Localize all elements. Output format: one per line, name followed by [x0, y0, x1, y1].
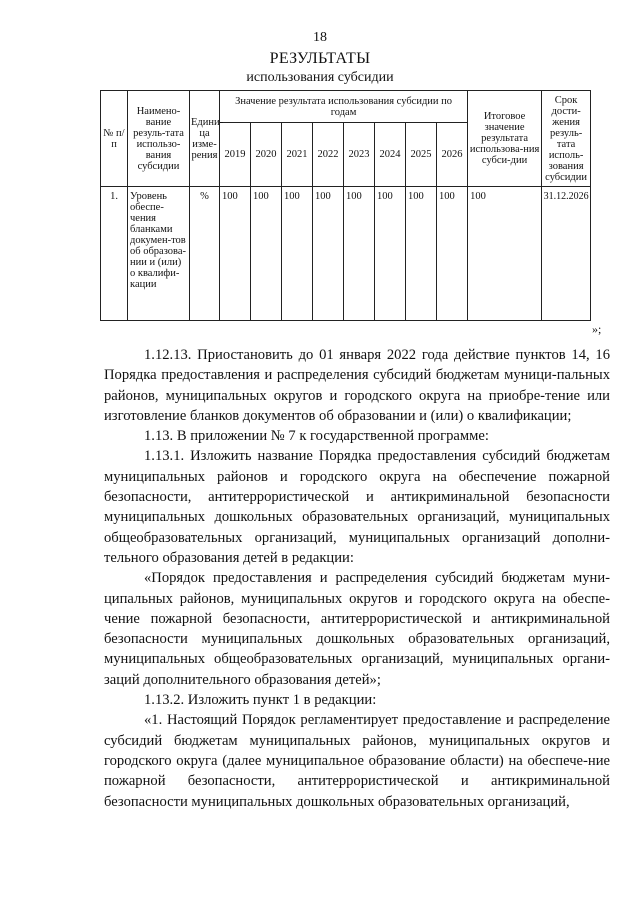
paragraph: «Порядок предоставления и распределения субсидий бюджетам муни-ципальных районов, муниципальных округов и городского округа на обеспе-чение пожарной безопасности, антитеррористической и антикриминальной безопасности муниципальных дошкольных образовательных организаций, муниципальных общеобразовательных организаций, муниципальных органи-заций дополнительного образования детей»; [104, 570, 610, 688]
paragraph: 1.13. В приложении № 7 к государственной программе: [144, 428, 489, 445]
cell-value: 100 [251, 187, 282, 321]
cell-num: 1. [101, 187, 128, 321]
header-year: 2022 [313, 123, 344, 187]
body-text [104, 345, 610, 812]
cell-value: 100 [282, 187, 313, 321]
paragraph: «1. Настоящий Порядок регламентирует предоставление и распределение субсидий бюджетам муниципальных районов, муниципальных округов и городского округа (далее муниципальное образование области) на обеспече-ние пожарной безопасности, антитеррористической и антикриминальной безопасности муниципальных дошкольных образовательных организаций, [104, 712, 610, 810]
page-number: 18 [313, 30, 327, 45]
header-year: 2021 [282, 123, 313, 187]
cell-value: 100 [375, 187, 406, 321]
cell-deadline: 31.12.2026 [542, 187, 591, 321]
header-num: № п/п [101, 91, 128, 187]
header-deadline: Срок дости-жения резуль-тата исполь-зования субсидии [542, 91, 591, 187]
header-year: 2020 [251, 123, 282, 187]
cell-unit: % [190, 187, 220, 321]
cell-value: 100 [437, 187, 468, 321]
paragraph: 1.13.1. Изложить название Порядка предоставления субсидий бюджетам муниципальных районов и городского округа на обеспечение пожарной безопасности, антитеррористической и антикриминальной безопасности муниципальных дошкольных образовательных организаций, муниципальных общеобразовательных организаций, муниципальных организаций дополни-тельного образования детей в редакции: [104, 448, 610, 566]
header-year: 2024 [375, 123, 406, 187]
header-unit: Едини-ца изме-рения [190, 91, 220, 187]
cell-value: 100 [344, 187, 375, 321]
header-year: 2023 [344, 123, 375, 187]
header-year: 2019 [220, 123, 251, 187]
table-header-row-1 [101, 91, 591, 123]
cell-value: 100 [220, 187, 251, 321]
table-closing-quote: »; [592, 322, 602, 336]
paragraph: 1.12.13. Приостановить до 01 января 2022 года действие пунктов 14, 16 Порядка предоставления и распределения субсидий бюджетам муници-пальных районов, муниципальных округов и городского округа на приобре-тение или изготовление бланков документов об образовании и (или) о квалификации; [104, 347, 610, 424]
table-row [101, 187, 591, 321]
cell-total: 100 [468, 187, 542, 321]
results-table [100, 90, 591, 321]
header-name: Наимено-вание резуль-тата использо-вания субсидии [128, 91, 190, 187]
header-values-group: Значение результата использования субсидии по годам [220, 91, 468, 123]
cell-value: 100 [313, 187, 344, 321]
header-year: 2026 [437, 123, 468, 187]
header-total: Итоговое значение результата использова-ния субси-дии [468, 91, 542, 187]
page-subtitle: использования субсидии [246, 70, 394, 85]
header-year: 2025 [406, 123, 437, 187]
paragraph: 1.13.2. Изложить пункт 1 в редакции: [144, 692, 377, 709]
cell-value: 100 [406, 187, 437, 321]
page-title: РЕЗУЛЬТАТЫ [269, 50, 371, 67]
cell-name: Уровень обеспе-чения бланками докумен-тов об образова-нии и (или) о квалифи-кации [128, 187, 190, 321]
